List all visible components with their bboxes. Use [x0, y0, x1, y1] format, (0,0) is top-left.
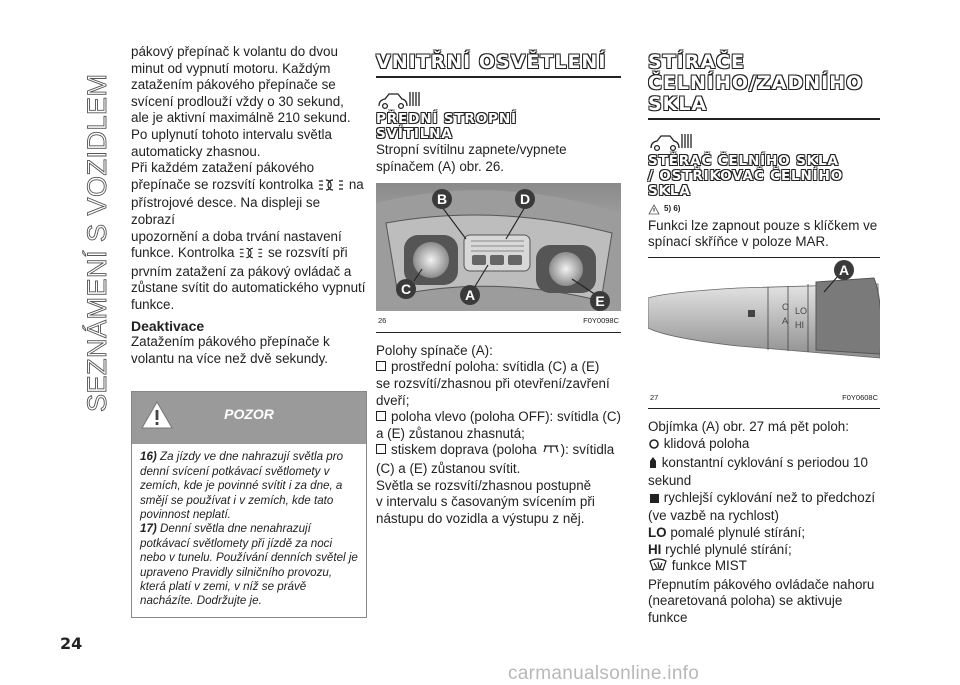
bullet-square-icon [376, 361, 386, 371]
paragraph-line: zatažením pákového přepínače se [131, 77, 336, 93]
paragraph-line: a (E) zůstanou zhasnutá; [376, 425, 525, 441]
option-key: LO [648, 524, 667, 540]
warning-box [131, 391, 367, 617]
text-fragment: se rozsvítí při [267, 245, 348, 261]
figure-code: F0Y0098C [583, 316, 619, 326]
intermittent-speed-icon [648, 492, 660, 509]
option-line [648, 490, 880, 509]
chapter-side-title [60, 20, 124, 420]
off-position-icon [648, 438, 660, 455]
callout-E-label: E [595, 293, 605, 310]
bullet-line [376, 409, 621, 426]
section-title-line: STÍRAČE [648, 51, 745, 73]
paragraph-line: zůstane svítit do automatického vypnutí [131, 280, 366, 296]
bullet-square-icon [376, 411, 386, 421]
paragraph-line: Stropní svítilnu zapnete/vypnete [376, 142, 567, 157]
bullet-line [376, 359, 621, 376]
wiper-stalk-illustration [648, 258, 880, 388]
section-title: VNITŘNÍ OSVĚTLENÍ [376, 52, 621, 78]
callout-A-label: A [838, 261, 850, 278]
text-fragment: rychlé plynulé stírání; [665, 541, 792, 557]
chapter-side-title-text: SEZNÁMENÍ S VOZIDLEM [82, 73, 112, 412]
paragraph-line: prvním zatažení za pákový ovládač a [131, 263, 352, 279]
drl-warning-light-icon [238, 247, 264, 264]
text-fragment: funkce. Kontrolka [131, 245, 235, 261]
paragraph-line: spínací skříňce v poloze MAR. [648, 234, 829, 250]
text-fragment: přepínače se rozsvítí kontrolka [131, 176, 314, 192]
subsection-title: / OSTŘIKOVAČ ČELNÍHO [648, 168, 844, 184]
option-line [648, 542, 880, 559]
paragraph-line: Funkci lze zapnout pouze s klíčkem ve [648, 217, 878, 233]
text-fragment: rychlejší cyklování než to předchozí [663, 489, 876, 505]
drl-warning-light-icon [317, 179, 345, 196]
ceiling-light-illustration [376, 183, 621, 311]
bullet-line [376, 442, 621, 461]
paragraph-line: Objímka (A) obr. 27 má pět poloh: [648, 419, 849, 435]
figure-26 [376, 183, 621, 333]
text-fragment: ): svítidla [560, 442, 615, 458]
paragraph-line: Přepnutím pákového ovládače nahoru [648, 576, 875, 592]
bullet-square-icon [376, 444, 386, 454]
section-title [648, 52, 880, 94]
warning-item [140, 450, 358, 522]
section-title-line: ČELNÍHO/ZADNÍHO [648, 72, 864, 94]
svg-text:A: A [782, 315, 789, 326]
figure-caption [648, 388, 880, 410]
figure-27 [648, 257, 880, 410]
paragraph-line: Polohy spínače (A): [376, 342, 493, 358]
option-key: HI [648, 541, 662, 557]
paragraph-line: sekund [648, 473, 692, 489]
option-line [648, 525, 880, 542]
column-right [648, 52, 880, 627]
paragraph-line: Zatažením pákového přepínače k [131, 334, 330, 350]
paragraph-line [131, 177, 367, 196]
warning-item [140, 522, 358, 608]
paragraph-line: pákový přepínač k volantu do dvou [131, 44, 338, 59]
car-version-icon [376, 88, 424, 110]
warning-body [132, 444, 366, 616]
svg-text:LO: LO [795, 305, 808, 316]
callout-A-label: A [464, 287, 476, 304]
paragraph-line: Při každém zatažení pákového [131, 160, 315, 176]
section-heading: Deaktivace [131, 317, 205, 334]
svg-text:HI: HI [795, 319, 804, 330]
car-version-icon [648, 130, 696, 152]
svg-text:O: O [782, 301, 790, 312]
note-number: 16) [140, 450, 157, 464]
text-fragment: funkce MIST [671, 558, 747, 574]
warning-title: POZOR [224, 406, 274, 423]
reference-notes [648, 201, 880, 218]
figure-number: 26 [378, 316, 387, 326]
paragraph-line: přístrojové desce. Na displeji se zobrazí [131, 195, 321, 227]
paragraph-line: se rozsvítí/zhasnou při otevření/zavření [376, 375, 610, 391]
paragraph-line: upozornění a doba trvání nastavení [131, 228, 342, 244]
figure-number: 27 [650, 392, 659, 402]
option-line [648, 455, 880, 474]
section-title-line: SKLA [648, 94, 880, 120]
option-line [648, 436, 880, 455]
subsection-title: SVÍTILNA [376, 126, 453, 142]
version-icons [648, 126, 880, 152]
callout-C-label: C [400, 281, 412, 298]
text-fragment: pomalé plynulé stírání; [670, 524, 806, 540]
paragraph-line: automaticky zhasnou. [131, 143, 261, 159]
paragraph-line: (ve vazbě na rychlost) [648, 508, 779, 524]
callout-D-label: D [519, 191, 531, 208]
paragraph-line: v intervalu s časovaným svícením při [376, 494, 595, 510]
callout-B-label: B [436, 191, 448, 208]
reference-numbers: 5) 6) [664, 204, 681, 213]
version-icons [376, 84, 621, 110]
paragraph-line: funkce. [131, 296, 175, 312]
note-text: Denní světla dne nenahrazují potkávací světlomety při jízdě za noci nebo v tunelu. Používání denních světel je upraveno Pravidly silničního provozu, která platí v zemi, v níž se právě nacházíte. Dodržujte je. [140, 522, 358, 608]
text-fragment: poloha vlevo (poloha OFF): svítidla (C) [391, 409, 621, 425]
text-fragment: klidová poloha [663, 435, 750, 451]
paragraph-line [131, 245, 367, 264]
column-left [131, 44, 367, 618]
intermittent-10s-icon [648, 455, 658, 474]
paragraph-line: Po uplynutí tohoto intervalu světla [131, 126, 332, 142]
option-line [648, 558, 880, 577]
paragraph-line: ale je aktivní maximálně 210 sekund. [131, 110, 351, 126]
warning-reference-icon [648, 204, 660, 215]
warning-header [132, 392, 366, 444]
mist-wiper-icon [648, 558, 668, 577]
paragraph-line: nástupu do vozidla a výstupu z něj. [376, 510, 585, 526]
paragraph-line: (nearetovaná poloha) se aktivuje funkce [648, 593, 843, 625]
subsection-title: SKLA [648, 183, 691, 199]
interior-light-icon [541, 444, 561, 461]
note-text: Za jízdy ve dne nahrazují světla pro denní svícení potkávací světlomety v zemích, kde je povinné svítit i za dne, a smějí se používat i v zemích, kde tato povinnost neplatí. [140, 450, 344, 521]
subsection-title: PŘEDNÍ STROPNÍ [376, 111, 517, 127]
text-fragment: konstantní cyklování s periodou 10 [661, 454, 868, 470]
figure-caption [376, 311, 621, 333]
text-fragment: na [348, 176, 364, 192]
column-middle [376, 52, 621, 527]
paragraph-line: Světla se rozsvítí/zhasnou postupně [376, 477, 592, 493]
paragraph-line: (C) a (E) zůstanou svítit. [376, 460, 521, 476]
subsection-title: STĚRAČ ČELNÍHO SKLA [648, 153, 839, 169]
figure-code: F0Y0608C [842, 392, 878, 402]
paragraph-line: svícení prodlouží vždy o 30 sekund, [131, 93, 344, 109]
text-fragment: prostřední poloha: svítidla (C) a (E) [391, 359, 600, 375]
text-fragment: stiskem doprava (poloha [391, 442, 537, 458]
paragraph-line: minut od vypnutí motoru. Každým [131, 60, 331, 76]
watermark: carmanualsonline.info [508, 663, 700, 684]
paragraph-line: volantu na více než dvě sekundy. [131, 350, 329, 366]
paragraph-line: spínačem (A) obr. 26. [376, 158, 505, 174]
note-number: 17) [140, 522, 157, 536]
paragraph-line: dveří; [376, 392, 410, 408]
page-number: 24 [60, 634, 83, 653]
